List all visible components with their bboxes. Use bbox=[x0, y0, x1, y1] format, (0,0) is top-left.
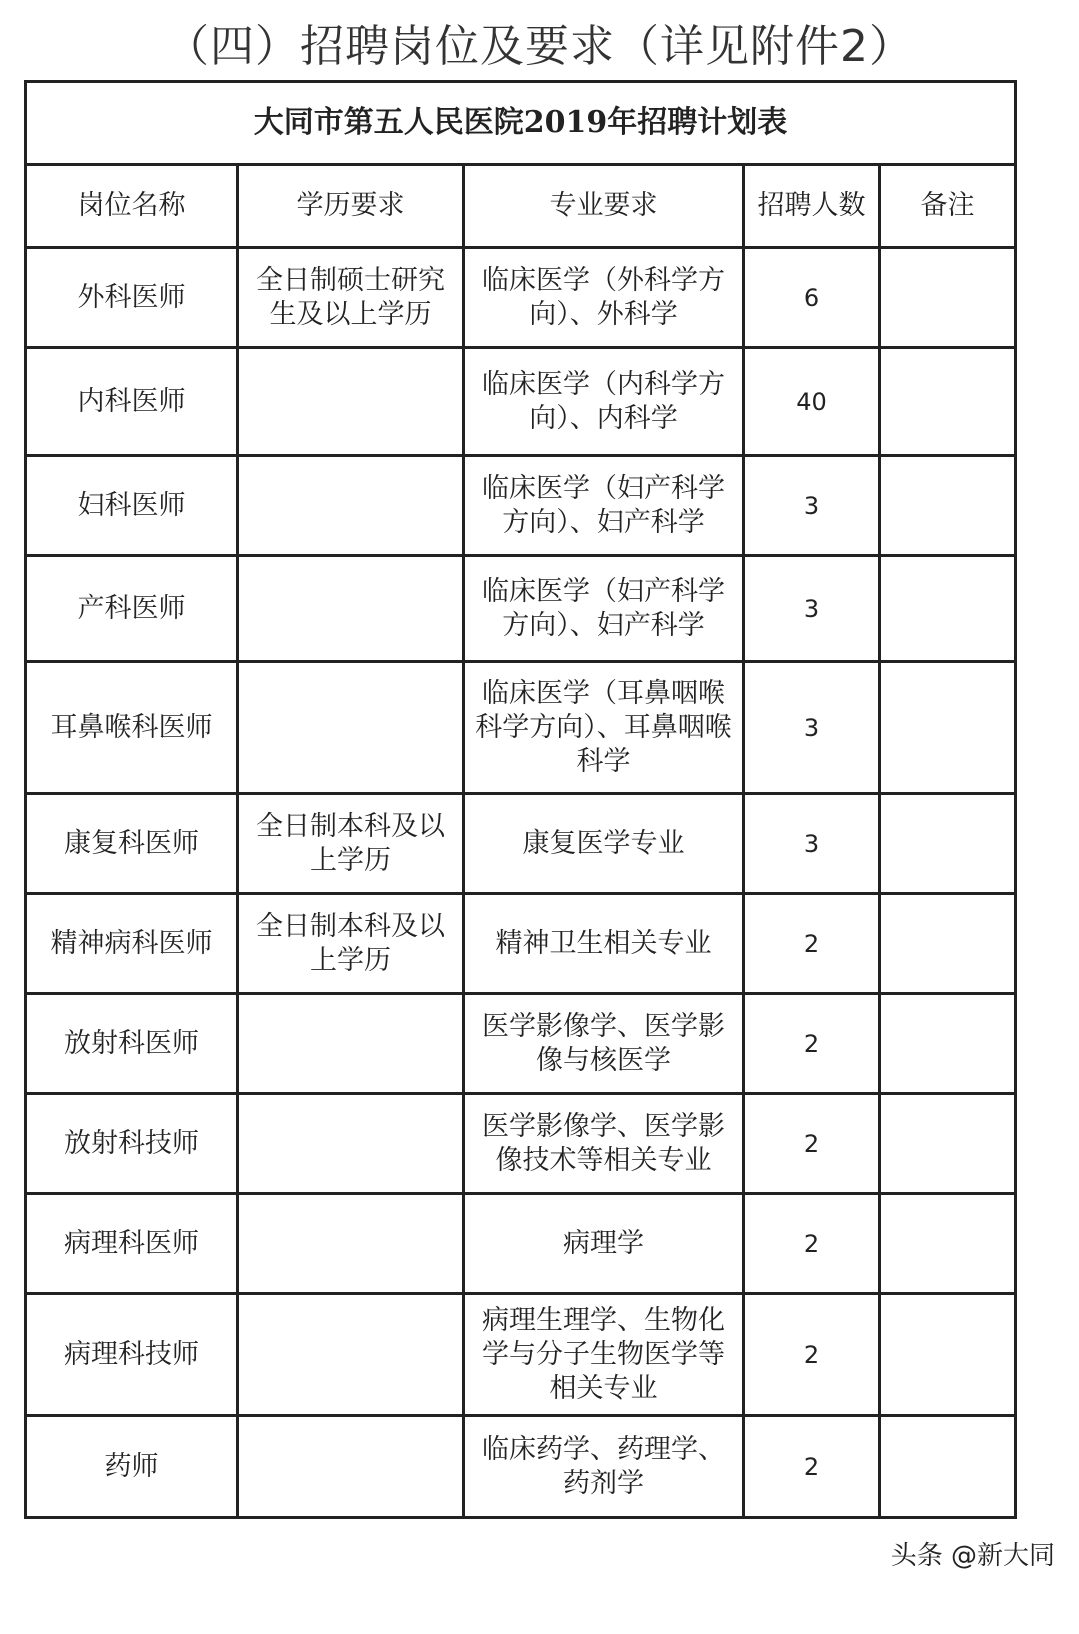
cell-note bbox=[880, 794, 1016, 894]
cell-note bbox=[880, 248, 1016, 348]
table-row bbox=[26, 248, 1016, 348]
table-row bbox=[26, 348, 1016, 456]
recruitment-plan-table bbox=[24, 80, 1017, 1519]
table-row bbox=[26, 456, 1016, 556]
cell-major: 临床医学（妇产科学方向）、妇产科学 bbox=[464, 556, 744, 662]
column-header-position: 岗位名称 bbox=[26, 165, 238, 248]
cell-education bbox=[238, 662, 464, 794]
cell-count: 2 bbox=[744, 1294, 880, 1416]
cell-education: 全日制本科及以上学历 bbox=[238, 894, 464, 994]
cell-major: 康复医学专业 bbox=[464, 794, 744, 894]
cell-position: 产科医师 bbox=[26, 556, 238, 662]
table-row bbox=[26, 894, 1016, 994]
cell-major: 医学影像学、医学影像与核医学 bbox=[464, 994, 744, 1094]
cell-position: 外科医师 bbox=[26, 248, 238, 348]
table-row bbox=[26, 556, 1016, 662]
column-header-count: 招聘人数 bbox=[744, 165, 880, 248]
cell-count: 40 bbox=[744, 348, 880, 456]
table-row bbox=[26, 1416, 1016, 1518]
cell-note bbox=[880, 456, 1016, 556]
cell-note bbox=[880, 994, 1016, 1094]
cell-major: 临床医学（内科学方向）、内科学 bbox=[464, 348, 744, 456]
cell-education bbox=[238, 1416, 464, 1518]
cell-note bbox=[880, 1094, 1016, 1194]
cell-count: 6 bbox=[744, 248, 880, 348]
cell-position: 耳鼻喉科医师 bbox=[26, 662, 238, 794]
cell-education bbox=[238, 1294, 464, 1416]
cell-major: 病理生理学、生物化学与分子生物医学等相关专业 bbox=[464, 1294, 744, 1416]
cell-count: 3 bbox=[744, 662, 880, 794]
cell-note bbox=[880, 894, 1016, 994]
table-row bbox=[26, 794, 1016, 894]
cell-count: 3 bbox=[744, 556, 880, 662]
column-header-major: 专业要求 bbox=[464, 165, 744, 248]
cell-major: 临床医学（妇产科学方向）、妇产科学 bbox=[464, 456, 744, 556]
table-row bbox=[26, 1094, 1016, 1194]
cell-note bbox=[880, 556, 1016, 662]
table-row bbox=[26, 994, 1016, 1094]
cell-major: 精神卫生相关专业 bbox=[464, 894, 744, 994]
cell-count: 2 bbox=[744, 1194, 880, 1294]
table-title: 大同市第五人民医院2019年招聘计划表 bbox=[26, 82, 1016, 165]
cell-note bbox=[880, 1194, 1016, 1294]
table-row bbox=[26, 1294, 1016, 1416]
cell-major: 临床医学（耳鼻咽喉科学方向）、耳鼻咽喉科学 bbox=[464, 662, 744, 794]
table-row bbox=[26, 1194, 1016, 1294]
source-watermark: 头条 @新大同 bbox=[885, 1533, 1061, 1574]
cell-position: 妇科医师 bbox=[26, 456, 238, 556]
cell-position: 药师 bbox=[26, 1416, 238, 1518]
cell-position: 病理科医师 bbox=[26, 1194, 238, 1294]
cell-education: 全日制硕士研究生及以上学历 bbox=[238, 248, 464, 348]
cell-note bbox=[880, 1294, 1016, 1416]
cell-position: 康复科医师 bbox=[26, 794, 238, 894]
cell-count: 2 bbox=[744, 1416, 880, 1518]
section-heading: （四）招聘岗位及要求（详见附件2） bbox=[165, 21, 914, 72]
column-header-note: 备注 bbox=[880, 165, 1016, 248]
cell-position: 精神病科医师 bbox=[26, 894, 238, 994]
cell-count: 2 bbox=[744, 1094, 880, 1194]
cell-education bbox=[238, 1094, 464, 1194]
cell-major: 临床医学（外科学方向）、外科学 bbox=[464, 248, 744, 348]
cell-education bbox=[238, 348, 464, 456]
cell-count: 2 bbox=[744, 894, 880, 994]
cell-note bbox=[880, 348, 1016, 456]
cell-education: 全日制本科及以上学历 bbox=[238, 794, 464, 894]
cell-position: 病理科技师 bbox=[26, 1294, 238, 1416]
cell-education bbox=[238, 994, 464, 1094]
cell-position: 内科医师 bbox=[26, 348, 238, 456]
cell-note bbox=[880, 1416, 1016, 1518]
cell-major: 医学影像学、医学影像技术等相关专业 bbox=[464, 1094, 744, 1194]
cell-education bbox=[238, 456, 464, 556]
cell-position: 放射科医师 bbox=[26, 994, 238, 1094]
cell-count: 3 bbox=[744, 456, 880, 556]
cell-note bbox=[880, 662, 1016, 794]
cell-education bbox=[238, 1194, 464, 1294]
cell-major: 病理学 bbox=[464, 1194, 744, 1294]
column-header-education: 学历要求 bbox=[238, 165, 464, 248]
cell-count: 3 bbox=[744, 794, 880, 894]
cell-count: 2 bbox=[744, 994, 880, 1094]
cell-education bbox=[238, 556, 464, 662]
table-row bbox=[26, 662, 1016, 794]
cell-position: 放射科技师 bbox=[26, 1094, 238, 1194]
cell-major: 临床药学、药理学、药剂学 bbox=[464, 1416, 744, 1518]
